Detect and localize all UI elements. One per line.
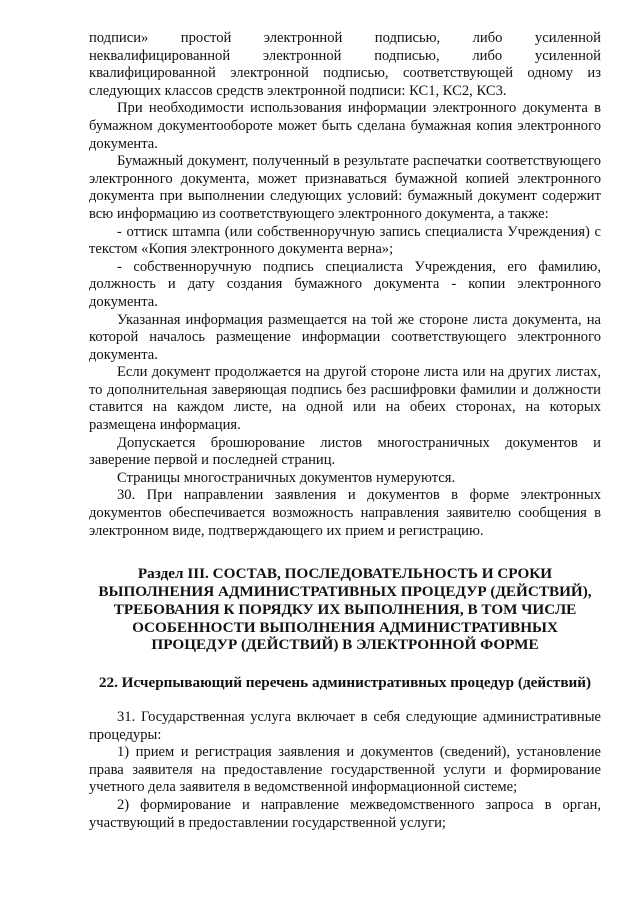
- paragraph-paper-copy: При необходимости использования информации электронного документа в бумажном документообороте может быть сделана бумажная копия электронного документа.: [89, 100, 601, 152]
- section-title: Раздел III. СОСТАВ, ПОСЛЕДОВАТЕЛЬНОСТЬ И СРОКИ ВЫПОЛНЕНИЯ АДМИНИСТРАТИВНЫХ ПРОЦЕДУР (ДЕЙСТВИЙ), ТРЕБОВАНИЯ К ПОРЯДКУ ИХ ВЫПОЛНЕНИЯ, В ТОМ ЧИСЛЕ ОСОБЕННОСТИ ВЫПОЛНЕНИЯ АДМИНИСТРАТИВНЫХ ПРОЦЕДУР (ДЕЙСТВИЙ) В ЭЛЕКТРОННОЙ ФОРМЕ: [98, 565, 592, 654]
- subsection-title: 22. Исчерпывающий перечень административных процедур (действий): [98, 674, 592, 692]
- paragraph-stamp-imprint: - оттиск штампа (или собственноручную запись специалиста Учреждения) с текстом «Копия электронного документа верна»;: [89, 223, 601, 258]
- paragraphs-bottom: [89, 709, 601, 832]
- paragraph-handwritten-signature: - собственноручную подпись специалиста Учреждения, его фамилию, должность и дату создания бумажного документа - копии электронного документа.: [89, 258, 601, 310]
- paragraph-paper-copy-conditions: Бумажный документ, полученный в результате распечатки соответствующего электронного документа, может признаваться бумажной копией электронного документа при выполнении следующих условий: бумажный документ содержит всю информацию из соответствующего электронного документа, а также:: [89, 153, 601, 222]
- document-page: [89, 30, 601, 832]
- paragraph-procedure-2: 2) формирование и направление межведомственного запроса в орган, участвующий в предоставлении государственной услуги;: [89, 796, 601, 831]
- paragraph-item-30: 30. При направлении заявления и документов в форме электронных документов обеспечивается возможность направления заявителю сообщения в электронном виде, подтверждающего их прием и регистрацию.: [89, 487, 601, 539]
- paragraphs-top: [89, 30, 601, 540]
- paragraph-signature-classes: подписи» простой электронной подписью, либо усиленной неквалифицированной электронной подписью, либо усиленной квалифицированной электронной подписью, соответствующей одному из следующих классов средств электронной подписи: КС1, КС2, КС3.: [89, 30, 601, 99]
- paragraph-procedure-1: 1) прием и регистрация заявления и документов (сведений), установление права заявителя на предоставление государственной услуги и формирование учетного дела заявителя в ведомственной информационной системе;: [89, 744, 601, 796]
- paragraph-page-numbering: Страницы многостраничных документов нумеруются.: [117, 469, 456, 486]
- paragraph-binding: Допускается брошюрование листов многостраничных документов и заверение первой и последней страниц.: [89, 434, 601, 469]
- paragraph-info-placement: Указанная информация размещается на той же стороне листа документа, на которой началось размещение информации соответствующего электронного документа.: [89, 311, 601, 363]
- paragraph-other-side: Если документ продолжается на другой стороне листа или на других листах, то дополнительная заверяющая подпись без расшифровки фамилии и должности ставится на каждом листе, на одной или на обеих сторонах, на которых размещена информация.: [89, 364, 601, 434]
- paragraph-item-31: 31. Государственная услуга включает в себя следующие административные процедуры:: [89, 709, 601, 743]
